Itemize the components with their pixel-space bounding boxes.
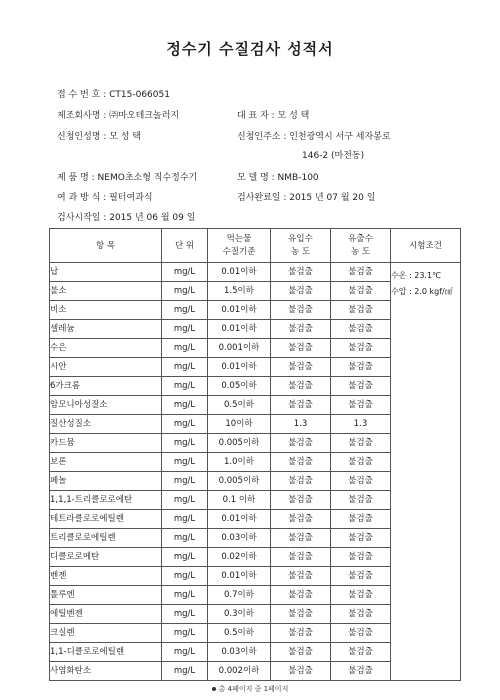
item-cell: 납	[50, 263, 162, 282]
test-start-date: 검사시작일 : 2015 년 06 월 09 일	[57, 213, 196, 223]
item-cell: 6가크롬	[50, 377, 162, 396]
unit-cell: mg/L	[162, 472, 208, 491]
header-standard-line1: 먹는물	[226, 233, 252, 244]
unit-cell: mg/L	[162, 548, 208, 567]
test-completion-date: 검사완료일 : 2015 년 07 월 20 일	[237, 193, 376, 203]
unit-cell: mg/L	[162, 415, 208, 434]
document-title: 정수기 수질검사 성적서	[166, 40, 334, 58]
item-cell: 1,1,1-트리클로로에탄	[50, 491, 162, 510]
standard-cell: 1.5이하	[208, 282, 271, 301]
inflow-cell: 불검출	[271, 491, 331, 510]
item-cell: 질산성질소	[50, 415, 162, 434]
standard-cell: 0.03이하	[208, 529, 271, 548]
header-condition: 시험조건	[391, 229, 461, 263]
standard-cell: 0.01이하	[208, 301, 271, 320]
standard-cell: 0.05이하	[208, 377, 271, 396]
unit-cell: mg/L	[162, 434, 208, 453]
standard-cell: 0.5이하	[208, 396, 271, 415]
header-item: 항 목	[50, 229, 162, 263]
standard-cell: 10이하	[208, 415, 271, 434]
outflow-cell: 불검출	[331, 301, 391, 320]
applicant-address: 신청인주소 : 인천광역시 서구 세자봉로	[237, 132, 391, 142]
applicant-address-line2: 146-2 (마전동)	[302, 151, 365, 161]
standard-cell: 0.001이하	[208, 339, 271, 358]
item-cell: 트리클로로에틸렌	[50, 529, 162, 548]
item-cell: 1,1-디클로로에틸렌	[50, 643, 162, 662]
water-temperature: 수온 : 23.1℃	[391, 271, 442, 280]
inflow-cell: 불검출	[271, 453, 331, 472]
outflow-cell: 불검출	[331, 624, 391, 643]
item-cell: 벤젠	[50, 567, 162, 586]
standard-cell: 0.01이하	[208, 510, 271, 529]
item-cell: 보론	[50, 453, 162, 472]
standard-cell: 0.01이하	[208, 358, 271, 377]
unit-cell: mg/L	[162, 282, 208, 301]
header-inflow-line1: 유입수	[288, 233, 313, 244]
outflow-cell: 불검출	[331, 358, 391, 377]
outflow-cell: 불검출	[331, 529, 391, 548]
inflow-cell: 불검출	[271, 529, 331, 548]
page-footer	[0, 684, 500, 694]
inflow-cell: 불검출	[271, 548, 331, 567]
standard-cell: 0.01이하	[208, 320, 271, 339]
standard-cell: 0.5이하	[208, 624, 271, 643]
applicant-name: 신청인성명 : 모 성 택	[57, 132, 142, 142]
item-cell: 수은	[50, 339, 162, 358]
outflow-cell: 불검출	[331, 643, 391, 662]
ceo-name: 대 표 자 : 모 성 택	[237, 111, 310, 121]
unit-cell: mg/L	[162, 529, 208, 548]
receipt-number: 접 수 번 호 : CT15-066051	[57, 90, 170, 100]
unit-cell: mg/L	[162, 263, 208, 282]
unit-cell: mg/L	[162, 377, 208, 396]
company-name: 제조회사명 : ㈜마오테크놀러지	[57, 111, 180, 121]
header-unit: 단 위	[162, 229, 208, 263]
product-name: 제 품 명 : NEMO초소형 직수정수기	[57, 173, 198, 183]
item-cell: 시안	[50, 358, 162, 377]
inflow-cell: 불검출	[271, 358, 331, 377]
item-cell: 페놀	[50, 472, 162, 491]
item-cell: 디클로로메탄	[50, 548, 162, 567]
inflow-cell: 불검출	[271, 510, 331, 529]
header-outflow	[331, 229, 391, 263]
outflow-cell: 불검출	[331, 320, 391, 339]
item-cell: 사염화탄소	[50, 662, 162, 681]
outflow-cell: 불검출	[331, 434, 391, 453]
inflow-cell: 불검출	[271, 662, 331, 681]
table-row	[50, 263, 461, 282]
outflow-cell: 불검출	[331, 491, 391, 510]
item-cell: 비소	[50, 301, 162, 320]
outflow-cell: 불검출	[331, 263, 391, 282]
results-table	[49, 228, 461, 681]
bullet-icon	[212, 687, 216, 691]
header-inflow	[271, 229, 331, 263]
item-cell: 테트라클로로에틸렌	[50, 510, 162, 529]
unit-cell: mg/L	[162, 453, 208, 472]
model-name: 모 델 명 : NMB-100	[237, 173, 319, 183]
inflow-cell: 불검출	[271, 624, 331, 643]
inflow-cell: 1.3	[271, 415, 331, 434]
inflow-cell: 불검출	[271, 605, 331, 624]
header-standard	[208, 229, 271, 263]
item-cell: 셀레늄	[50, 320, 162, 339]
water-pressure: 수압 : 2.0 kgf/㎠	[391, 287, 453, 296]
outflow-cell: 불검출	[331, 567, 391, 586]
unit-cell: mg/L	[162, 624, 208, 643]
unit-cell: mg/L	[162, 339, 208, 358]
outflow-cell: 불검출	[331, 548, 391, 567]
unit-cell: mg/L	[162, 396, 208, 415]
header-inflow-line2: 농 도	[290, 246, 311, 257]
header-outflow-line1: 유출수	[348, 233, 373, 244]
unit-cell: mg/L	[162, 301, 208, 320]
unit-cell: mg/L	[162, 643, 208, 662]
standard-cell: 0.005이하	[208, 434, 271, 453]
inflow-cell: 불검출	[271, 586, 331, 605]
item-cell: 암모니아성질소	[50, 396, 162, 415]
header-standard-line2: 수질기준	[222, 246, 256, 257]
outflow-cell: 불검출	[331, 339, 391, 358]
standard-cell: 0.01이하	[208, 567, 271, 586]
unit-cell: mg/L	[162, 586, 208, 605]
standard-cell: 0.02이하	[208, 548, 271, 567]
filter-method: 여 과 방 식 : 필터여과식	[57, 193, 153, 203]
unit-cell: mg/L	[162, 491, 208, 510]
outflow-cell: 불검출	[331, 396, 391, 415]
standard-cell: 0.03이하	[208, 643, 271, 662]
standard-cell: 0.01이하	[208, 263, 271, 282]
footer-text: 총 4페이지 중 1페이지	[218, 685, 289, 693]
unit-cell: mg/L	[162, 320, 208, 339]
outflow-cell: 불검출	[331, 453, 391, 472]
unit-cell: mg/L	[162, 605, 208, 624]
outflow-cell: 불검출	[331, 605, 391, 624]
item-cell: 에틸벤젠	[50, 605, 162, 624]
item-cell: 불소	[50, 282, 162, 301]
outflow-cell: 1.3	[331, 415, 391, 434]
unit-cell: mg/L	[162, 567, 208, 586]
standard-cell: 0.7이하	[208, 586, 271, 605]
standard-cell: 0.1 이하	[208, 491, 271, 510]
inflow-cell: 불검출	[271, 396, 331, 415]
test-conditions-cell	[391, 263, 461, 681]
inflow-cell: 불검출	[271, 282, 331, 301]
unit-cell: mg/L	[162, 662, 208, 681]
table-header-row	[50, 229, 461, 263]
outflow-cell: 불검출	[331, 510, 391, 529]
standard-cell: 0.002이하	[208, 662, 271, 681]
inflow-cell: 불검출	[271, 377, 331, 396]
item-cell: 톨루엔	[50, 586, 162, 605]
inflow-cell: 불검출	[271, 643, 331, 662]
outflow-cell: 불검출	[331, 662, 391, 681]
outflow-cell: 불검출	[331, 586, 391, 605]
inflow-cell: 불검출	[271, 263, 331, 282]
outflow-cell: 불검출	[331, 377, 391, 396]
standard-cell: 0.3이하	[208, 605, 271, 624]
unit-cell: mg/L	[162, 510, 208, 529]
unit-cell: mg/L	[162, 358, 208, 377]
header-outflow-line2: 농 도	[350, 246, 371, 257]
item-cell: 크실렌	[50, 624, 162, 643]
inflow-cell: 불검출	[271, 472, 331, 491]
item-cell: 카드뮴	[50, 434, 162, 453]
inflow-cell: 불검출	[271, 434, 331, 453]
outflow-cell: 불검출	[331, 282, 391, 301]
inflow-cell: 불검출	[271, 301, 331, 320]
inflow-cell: 불검출	[271, 320, 331, 339]
inflow-cell: 불검출	[271, 339, 331, 358]
standard-cell: 0.005이하	[208, 472, 271, 491]
inflow-cell: 불검출	[271, 567, 331, 586]
outflow-cell: 불검출	[331, 472, 391, 491]
standard-cell: 1.0이하	[208, 453, 271, 472]
